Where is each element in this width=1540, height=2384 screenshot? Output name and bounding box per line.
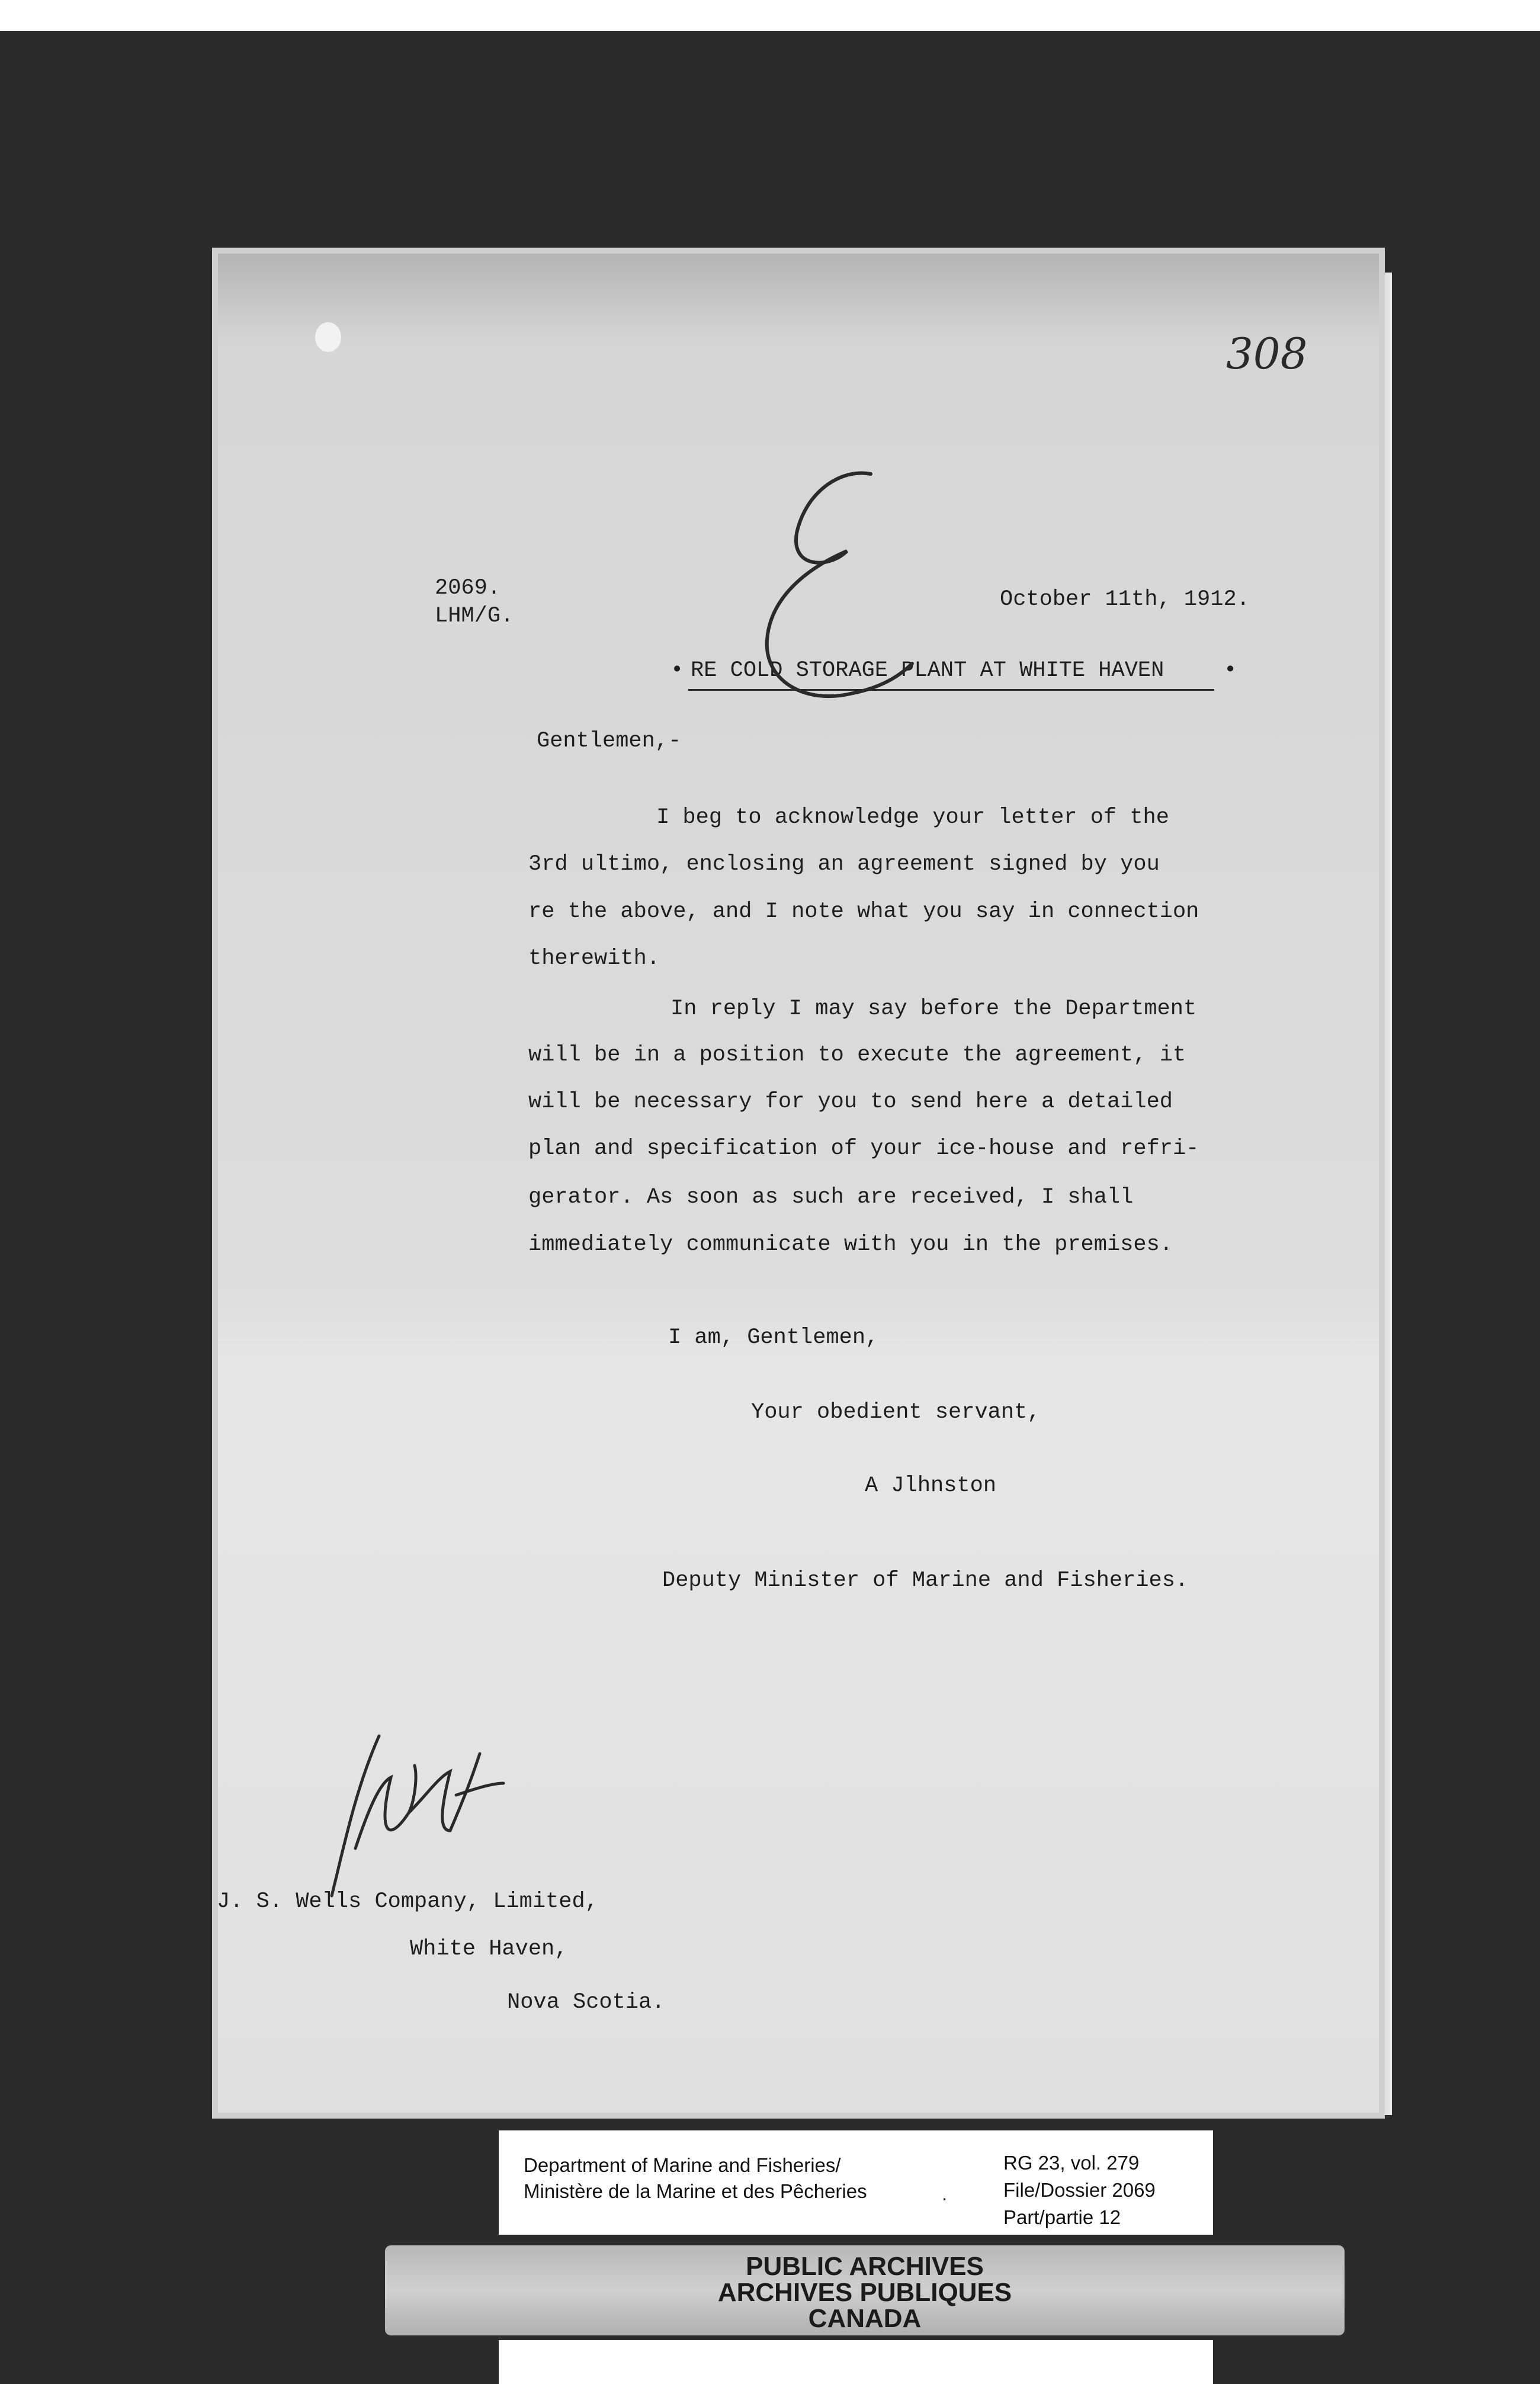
archives-stamp [385,2245,1345,2335]
body-line: re the above, and I note what you say in connection [528,899,1199,924]
addressee-line: J. S. Wells Company, Limited, [217,1889,598,1914]
valediction: Your obedient servant, [751,1400,1041,1425]
body-line: will be necessary for you to send here a detailed [528,1090,1173,1114]
closing: I am, Gentlemen, [668,1325,879,1350]
addressee-line: White Haven, [410,1937,568,1962]
signatory-title: Deputy Minister of Marine and Fisheries. [662,1568,1189,1593]
letter-date: October 11th, 1912. [1000,587,1250,612]
stamp-line-country: CANADA [808,2304,922,2333]
part-number: Part/partie 12 [1003,2206,1121,2228]
record-group-volume: RG 23, vol. 279 [1003,2152,1140,2174]
salutation: Gentlemen,- [537,729,682,754]
label-separator: . [942,2183,948,2204]
handwritten-e-mark [767,473,912,696]
subject-line: RE COLD STORAGE PLANT AT WHITE HAVEN [691,658,1164,683]
body-line: gerator. As soon as such are received, I shall [528,1185,1134,1210]
body-line: In reply I may say before the Department [670,996,1197,1021]
body-line: immediately communicate with you in the premises. [528,1232,1173,1257]
stamp-line-fr: ARCHIVES PUBLIQUES [717,2278,1012,2307]
body-line: therewith. [528,946,660,971]
body-line: 3rd ultimo, enclosing an agreement signed by you [528,852,1160,877]
handwritten-page-number: 308 [1226,329,1308,379]
file-number: 2069. [435,576,501,601]
archive-reference-label [499,2130,1213,2235]
scan-bottom-strip [499,2340,1213,2384]
subject-bullet-right: • [1224,658,1237,683]
body-line: I beg to acknowledge your letter of the [656,805,1169,830]
department-name-fr: Ministère de la Marine et des Pêcheries [524,2180,867,2202]
signature: A Jlhnston [865,1473,997,1498]
subject-bullet-left: • [670,658,684,683]
stamp-line-en: PUBLIC ARCHIVES [746,2252,984,2281]
body-line: plan and specification of your ice-house and refri- [528,1136,1199,1161]
body-line: will be in a position to execute the agreement, it [528,1043,1186,1068]
handwritten-initials [332,1736,503,1896]
file-dossier-number: File/Dossier 2069 [1003,2179,1156,2201]
addressee-line: Nova Scotia. [507,1990,665,2015]
reference-initials: LHM/G. [435,604,514,629]
department-name-en: Department of Marine and Fisheries/ [524,2154,841,2176]
